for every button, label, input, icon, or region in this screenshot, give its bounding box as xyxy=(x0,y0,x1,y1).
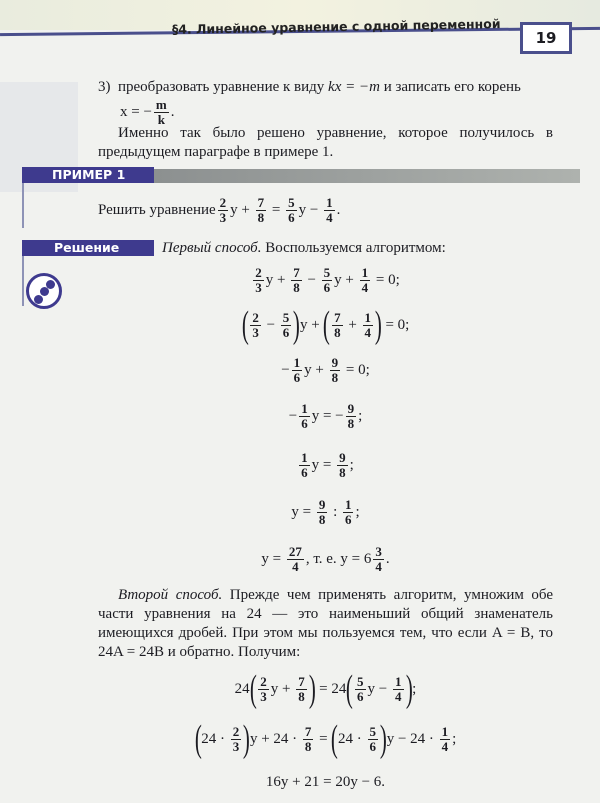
equation-term: . xyxy=(336,202,341,218)
denominator: 3 xyxy=(232,738,240,754)
numerator: 2 xyxy=(232,723,240,739)
equation-term: y = − xyxy=(311,408,344,424)
method-1-title: Первый способ. xyxy=(162,240,262,256)
denominator: 8 xyxy=(334,324,341,340)
denominator: 4 xyxy=(395,688,402,704)
equation-2-1 xyxy=(98,670,553,708)
denominator: 6 xyxy=(369,738,377,754)
equation-term: y = xyxy=(261,551,285,567)
equation-term: = xyxy=(268,202,285,218)
equation-term: ; xyxy=(358,408,363,424)
fraction xyxy=(355,675,366,704)
denominator: 4 xyxy=(375,559,382,574)
fraction xyxy=(343,498,354,527)
denominator: 8 xyxy=(298,688,305,704)
numerator: 2 xyxy=(252,309,259,325)
example-bar xyxy=(154,169,580,183)
equation-term: y − xyxy=(298,202,323,218)
equation-term: : xyxy=(329,504,341,520)
right-paren: ) xyxy=(379,718,387,760)
right-paren: ) xyxy=(308,668,316,710)
fraction xyxy=(292,356,303,385)
fraction xyxy=(287,545,304,574)
example-task xyxy=(98,196,553,225)
numerator: 5 xyxy=(282,309,290,325)
denominator: 4 xyxy=(292,559,299,574)
fraction xyxy=(253,266,264,295)
fraction xyxy=(286,196,297,225)
equation-2-3 xyxy=(98,774,553,791)
fraction xyxy=(281,311,292,340)
denominator: 3 xyxy=(252,324,259,340)
equation-term: y + xyxy=(304,362,328,378)
numerator: 9 xyxy=(331,355,339,370)
step-formula: kx = −m xyxy=(328,79,380,95)
fraction xyxy=(218,196,229,225)
equation-1-3 xyxy=(98,356,553,385)
paragraph: Именно так было решено уравнение, которое получилось в предыдущем параграфе в примере 1. xyxy=(98,125,553,160)
left-paren: ( xyxy=(249,668,257,710)
numerator: 1 xyxy=(361,265,369,280)
equation-term: 24 · xyxy=(201,730,229,747)
denominator: 6 xyxy=(293,370,301,385)
equation-term: y + xyxy=(270,680,295,697)
equation-term: y − 24 · xyxy=(386,730,438,747)
equation-1-6 xyxy=(98,498,553,527)
numerator: 9 xyxy=(339,450,346,465)
fraction xyxy=(322,266,333,295)
fraction xyxy=(373,545,384,574)
algorithm-icon xyxy=(26,273,62,309)
method-1-text: Воспользуемся алгоритмом: xyxy=(261,240,446,256)
numerator: 5 xyxy=(288,195,295,210)
numerator: 2 xyxy=(260,673,267,689)
numerator: 7 xyxy=(293,265,300,280)
numerator: 1 xyxy=(326,195,333,210)
numerator: 1 xyxy=(441,723,449,739)
fraction xyxy=(303,725,314,754)
equation-1-4 xyxy=(98,402,553,431)
equation-term: ; xyxy=(355,504,360,520)
denominator: 3 xyxy=(260,688,267,704)
equation-term: y + xyxy=(299,316,324,333)
denominator: k xyxy=(157,112,165,127)
fraction xyxy=(231,725,242,754)
denominator: 8 xyxy=(318,512,326,527)
fraction xyxy=(368,725,379,754)
fraction xyxy=(363,311,374,340)
equation-term: ; xyxy=(452,730,457,747)
denominator: 6 xyxy=(282,324,290,340)
denominator: 8 xyxy=(331,370,339,385)
equation-term: = 24 xyxy=(315,680,347,697)
numerator: 5 xyxy=(369,723,377,739)
fraction xyxy=(291,266,302,295)
fraction xyxy=(317,498,328,527)
numerator: 1 xyxy=(344,497,352,512)
numerator: 5 xyxy=(357,673,364,689)
denominator: 6 xyxy=(357,688,364,704)
equation-term: − xyxy=(262,316,279,333)
numerator: 2 xyxy=(255,265,262,280)
solution-margin-line xyxy=(22,256,24,306)
numerator: 7 xyxy=(334,309,341,325)
numerator: 7 xyxy=(257,195,265,210)
equation-term: 24 xyxy=(234,680,250,697)
equation-term: = 0; xyxy=(381,316,410,333)
numerator: 9 xyxy=(347,401,355,416)
right-paren: ) xyxy=(405,668,413,710)
step-text-2: и записать его корень xyxy=(379,79,521,95)
page-number: 19 xyxy=(520,22,572,54)
fraction xyxy=(258,675,269,704)
numerator: 27 xyxy=(288,544,302,559)
step-text: преобразовать уравнение к виду xyxy=(118,79,329,95)
equation-term: x = − xyxy=(120,104,152,120)
equation-1-1 xyxy=(98,265,553,295)
equation-term: y = xyxy=(311,457,336,473)
equation-term: . xyxy=(170,104,175,120)
numerator: 1 xyxy=(364,309,372,325)
right-paren: ) xyxy=(293,304,301,346)
fraction xyxy=(154,98,169,127)
method-2-paragraph xyxy=(98,586,553,662)
left-paren: ( xyxy=(346,668,354,710)
fraction xyxy=(346,402,357,431)
equation-term: − xyxy=(288,408,298,424)
example-margin-line xyxy=(22,183,24,228)
equation-term: y + 24 · xyxy=(249,730,301,747)
equation-1-2 xyxy=(98,306,553,344)
equation-1-5 xyxy=(98,450,553,480)
equation-1-7 xyxy=(98,545,553,574)
task-equation xyxy=(216,196,341,225)
equation-term: , т. е. y = 6 xyxy=(305,551,372,567)
method-2-text: Прежде чем применять алгоритм, умножим обе части уравнения на 24 — это наименьший общий знаменатель имеющихся дробей. При этом мы пользуемся тем, что если A = B, то 24A = 24B и обратно. Получим: xyxy=(98,587,553,660)
fraction xyxy=(393,675,404,704)
equation-term: y + xyxy=(334,272,358,288)
equation-term: − xyxy=(303,272,320,288)
equation-2-2 xyxy=(98,720,553,758)
fraction xyxy=(296,675,307,704)
numerator: 1 xyxy=(301,450,308,465)
denominator: 4 xyxy=(441,738,449,754)
section-title: §4. Линейное уравнение с одной переменной xyxy=(171,16,501,37)
fraction xyxy=(337,451,348,480)
right-paren: ) xyxy=(243,718,251,760)
equation-term: y − xyxy=(367,680,392,697)
task-text: Решить уравнение xyxy=(98,202,216,218)
numerator: 9 xyxy=(318,497,326,512)
denominator: 8 xyxy=(339,465,346,480)
example-label: ПРИМЕР 1 xyxy=(22,167,154,183)
denominator: 6 xyxy=(323,280,331,295)
root-formula xyxy=(120,98,175,127)
method-2-title: Второй способ. xyxy=(118,587,223,603)
left-paren: ( xyxy=(323,304,331,346)
equation-term: ; xyxy=(412,680,417,697)
numerator: m xyxy=(155,97,167,112)
step-3 xyxy=(98,78,553,97)
step-number: 3) xyxy=(98,79,111,95)
fraction xyxy=(324,196,335,225)
numerator: 3 xyxy=(375,544,382,559)
numerator: 7 xyxy=(304,723,312,739)
fraction xyxy=(299,402,310,431)
numerator: 1 xyxy=(395,673,402,689)
equation-term: 16y + 21 = 20y − 6. xyxy=(265,774,386,790)
fraction xyxy=(299,451,310,480)
denominator: 6 xyxy=(301,465,308,480)
denominator: 3 xyxy=(219,210,227,225)
denominator: 8 xyxy=(347,416,355,431)
fraction xyxy=(360,266,371,295)
denominator: 6 xyxy=(344,512,352,527)
equation-term: = xyxy=(315,730,332,747)
equation-term: ; xyxy=(349,457,354,473)
equation-term: y + xyxy=(230,202,254,218)
equation-term: = 0; xyxy=(372,272,400,288)
denominator: 8 xyxy=(257,210,265,225)
left-paren: ( xyxy=(194,718,202,760)
denominator: 4 xyxy=(361,280,369,295)
method-1-intro xyxy=(162,239,562,258)
numerator: 1 xyxy=(301,401,308,416)
denominator: 4 xyxy=(326,210,333,225)
numerator: 2 xyxy=(219,195,227,210)
fraction xyxy=(332,311,343,340)
denominator: 4 xyxy=(364,324,372,340)
numerator: 5 xyxy=(323,265,331,280)
equation-term: − xyxy=(281,362,290,378)
left-paren: ( xyxy=(241,304,249,346)
fraction xyxy=(256,196,267,225)
right-paren: ) xyxy=(374,304,382,346)
fraction xyxy=(250,311,261,340)
solution-label: Решение xyxy=(22,240,154,256)
equation-term: 24 · xyxy=(338,730,366,747)
numerator: 7 xyxy=(298,673,305,689)
fraction xyxy=(330,356,341,385)
denominator: 3 xyxy=(255,280,262,295)
denominator: 8 xyxy=(304,738,312,754)
denominator: 6 xyxy=(288,210,295,225)
equation-term: = 0; xyxy=(342,362,370,378)
equation-term: + xyxy=(344,316,361,333)
left-paren: ( xyxy=(331,718,339,760)
denominator: 8 xyxy=(293,280,300,295)
fraction xyxy=(440,725,451,754)
equation-term: . xyxy=(385,551,390,567)
numerator: 1 xyxy=(293,355,301,370)
denominator: 6 xyxy=(301,416,308,431)
equation-term: y + xyxy=(265,272,290,288)
equation-term: y = xyxy=(291,504,315,520)
